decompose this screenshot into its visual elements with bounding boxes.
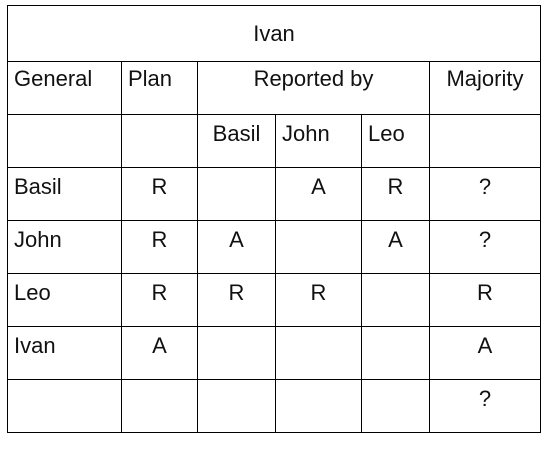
empty-cell <box>430 115 541 168</box>
table-row <box>8 168 541 221</box>
header-reported-by: Reported by <box>198 62 430 115</box>
cell-basil <box>198 380 276 433</box>
header-row <box>8 62 541 115</box>
cell-leo <box>362 327 430 380</box>
header-general: General <box>8 62 122 115</box>
cell-majority: A <box>430 327 541 380</box>
cell-basil <box>198 327 276 380</box>
cell-leo: R <box>362 168 430 221</box>
cell-plan <box>122 380 198 433</box>
subheader-row <box>8 115 541 168</box>
empty-cell <box>8 115 122 168</box>
cell-general <box>8 380 122 433</box>
cell-john: R <box>276 274 362 327</box>
empty-cell <box>122 115 198 168</box>
cell-john <box>276 327 362 380</box>
cell-john <box>276 380 362 433</box>
cell-majority: ? <box>430 168 541 221</box>
cell-plan: R <box>122 168 198 221</box>
cell-general: Ivan <box>8 327 122 380</box>
cell-plan: R <box>122 274 198 327</box>
table-row <box>8 221 541 274</box>
cell-leo: A <box>362 221 430 274</box>
subheader-basil: Basil <box>198 115 276 168</box>
table-row <box>8 380 541 433</box>
cell-leo <box>362 380 430 433</box>
cell-general: Basil <box>8 168 122 221</box>
subheader-leo: Leo <box>362 115 430 168</box>
table-title: Ivan <box>8 6 541 62</box>
cell-majority: ? <box>430 221 541 274</box>
cell-basil: A <box>198 221 276 274</box>
cell-john: A <box>276 168 362 221</box>
cell-general: Leo <box>8 274 122 327</box>
cell-majority: ? <box>430 380 541 433</box>
cell-leo <box>362 274 430 327</box>
header-plan: Plan <box>122 62 198 115</box>
cell-john <box>276 221 362 274</box>
table-row <box>8 274 541 327</box>
cell-plan: A <box>122 327 198 380</box>
title-row <box>8 6 541 62</box>
table-row <box>8 327 541 380</box>
cell-majority: R <box>430 274 541 327</box>
majority-table <box>7 5 541 433</box>
cell-general: John <box>8 221 122 274</box>
header-majority: Majority <box>430 62 541 115</box>
cell-plan: R <box>122 221 198 274</box>
cell-basil <box>198 168 276 221</box>
subheader-john: John <box>276 115 362 168</box>
cell-basil: R <box>198 274 276 327</box>
